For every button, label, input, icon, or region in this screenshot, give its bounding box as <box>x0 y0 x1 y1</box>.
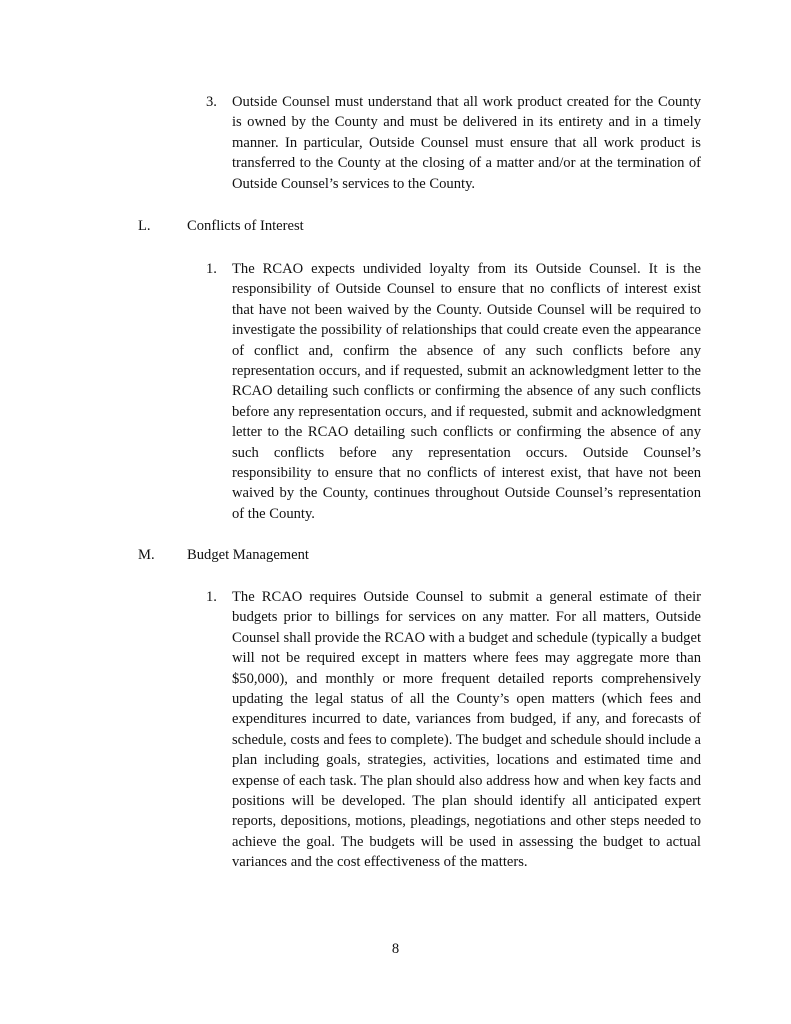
list-item-l1 <box>206 259 701 524</box>
list-item-number: 1. <box>206 589 217 605</box>
list-item-k3 <box>206 92 701 194</box>
list-item-m1 <box>206 587 701 873</box>
section-title: Conflicts of Interest <box>187 218 304 234</box>
list-item-number: 3. <box>206 94 217 110</box>
list-item-text: The RCAO requires Outside Counsel to submit a general estimate of their budgets prior to billings for services on any matter. For all matters, Outside Counsel shall provide the RCAO with a budget and schedule (typically a budget will not be required except in matters where fees may aggregate more than $50,000), and monthly or more frequent detailed reports comprehensively updating the legal status of all the County’s open matters (which fees and expenditures incurred to date, variances from budged, if any, and forecasts of schedule, costs and fees to complete). The budget and schedule should include a plan including goals, strategies, activities, locations and estimated time and expense of each task. The plan should also address how and when key facts and positions will be developed. The plan should identify all anticipated expert reports, depositions, motions, pleadings, negotiations and other steps needed to achieve the goal. The budgets will be used in assessing the budget to actual variances and the cost effectiveness of the matters. <box>232 589 701 871</box>
page-number: 8 <box>391 941 400 957</box>
list-item-number: 1. <box>206 261 217 277</box>
list-item-text: The RCAO expects undivided loyalty from its Outside Counsel. It is the responsibility of Outside Counsel to ensure that no conflicts of interest exist that have not been waived by the County. Outside Counsel will be required to investigate the possibility of relationships that could create even the appearance of conflict and, confirm the absence of any such conflicts before any representation occurs, and if requested, submit an acknowledgment letter to the RCAO detailing such conflicts or confirming the absence of any such conflicts before any representation occurs, and if requested, submit and acknowledgment letter to the RCAO detailing such conflicts or confirming the absence of any such conflicts before any representation occurs. Outside Counsel’s responsibility to ensure that no conflicts of interest exist, that have not been waived by the County, continues throughout Outside Counsel’s representation of the County. <box>232 261 701 522</box>
section-letter: L. <box>138 218 151 234</box>
section-title: Budget Management <box>187 547 309 563</box>
section-letter: M. <box>138 547 155 563</box>
list-item-text: Outside Counsel must understand that all work product created for the County is owned by the County and must be delivered in its entirety and in a timely manner. In particular, Outside Counsel must ensure that all work product is transferred to the County at the closing of a matter and/or at the termination of Outside Counsel’s services to the County. <box>232 94 701 192</box>
